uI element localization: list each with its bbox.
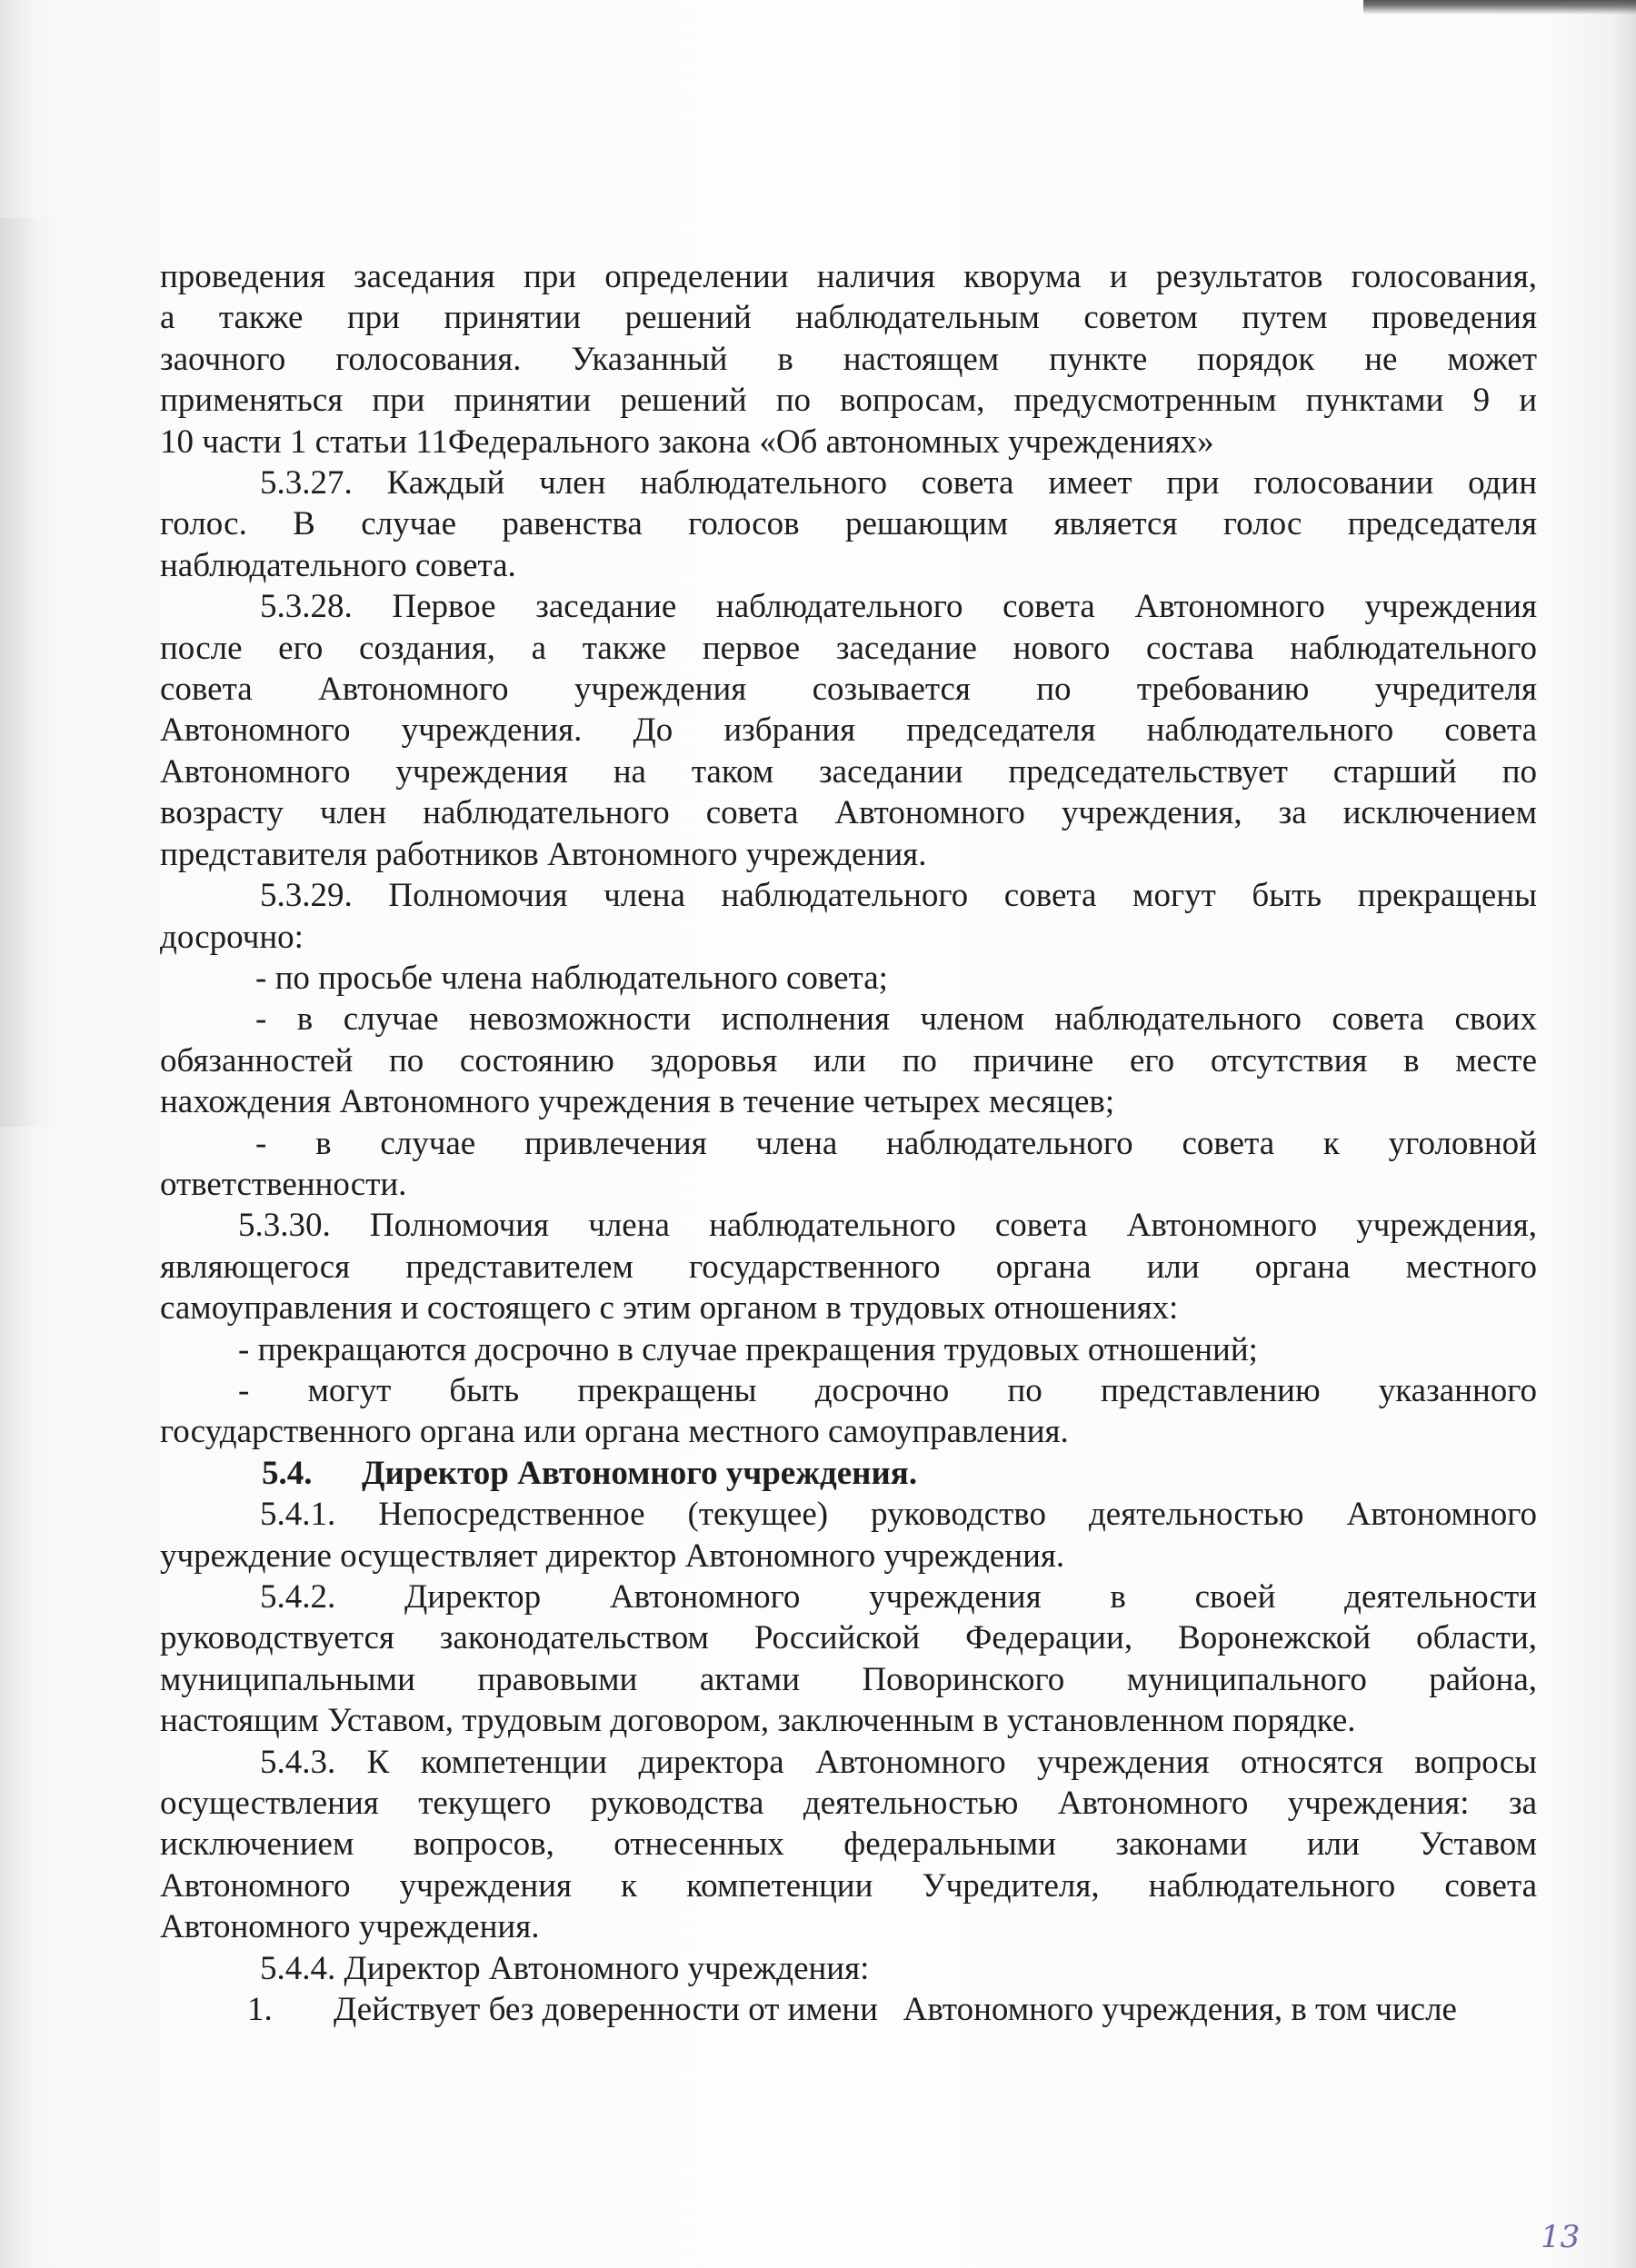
text-line: самоуправления и состоящего с этим органом в трудовых отношениях: [160, 1289, 1179, 1328]
text-line: заочного голосования. Указанный в настоящем пункте порядок не может [160, 340, 1537, 378]
paragraph-5-4-4 [160, 1948, 1537, 1989]
scan-shadow [0, 218, 55, 1127]
section-heading [160, 1453, 1537, 1494]
section-title: Директор Автономного учреждения. [362, 1454, 918, 1492]
text-line: 5.4.3. К компетенции директора Автономного учреждения относятся вопросы [260, 1743, 1537, 1781]
text-line: руководствуется законодательством Российской Федерации, Воронежской области, [160, 1619, 1537, 1657]
text-line: представителя работников Автономного учреждения. [160, 835, 927, 873]
list-dash-item: - по просьбе члена наблюдательного совета; [255, 959, 888, 997]
text-line: проведения заседания при определении наличия кворума и результатов голосования, [160, 258, 1537, 295]
text-line: 5.4.2. Директор Автономного учреждения в своей деятельности [260, 1578, 1537, 1616]
paragraph-5-3-30 [160, 1205, 1537, 1452]
list-number: 1. [247, 1991, 273, 2029]
text-line: являющегося представителем государственного органа или органа местного [160, 1248, 1537, 1286]
text-line: муниципальными правовыми актами Поворинского муниципального района, [160, 1660, 1537, 1698]
paragraph-continuation [160, 256, 1537, 463]
text-line: возрасту член наблюдательного совета Автономного учреждения, за исключением [160, 794, 1537, 832]
scan-edge [1363, 0, 1636, 15]
text-line: применяться при принятии решений по вопросам, предусмотренным пунктами 9 и [160, 382, 1537, 420]
list-item-text: Действует без доверенности от имени Автономного учреждения, в том числе [334, 1991, 1457, 2029]
text-line: осуществления текущего руководства деятельностью Автономного учреждения: за [160, 1785, 1537, 1823]
text-line: голос. В случае равенства голосов решающим является голос председателя [160, 505, 1537, 543]
text-line: Автономного учреждения. [160, 1908, 540, 1946]
text-line: Автономного учреждения к компетенции Учредителя, наблюдательного совета [160, 1866, 1537, 1905]
paragraph-5-3-27 [160, 463, 1537, 586]
paragraph-5-3-28 [160, 586, 1537, 875]
text-line: наблюдательного совета. [160, 546, 516, 584]
text-line: государственного органа или органа местного самоуправления. [160, 1413, 1069, 1451]
text-line: после его создания, а также первое заседание нового состава наблюдательного [160, 629, 1537, 667]
paragraph-5-4-3 [160, 1742, 1537, 1948]
section-number: 5.4. [262, 1454, 313, 1492]
paragraph-5-4-1 [160, 1494, 1537, 1577]
paragraph-5-3-29 [160, 875, 1537, 1205]
text-line: 5.4.4. Директор Автономного учреждения: [260, 1949, 870, 1987]
list-dash-item: - могут быть прекращены досрочно по представлению указанного [238, 1371, 1537, 1409]
text-line: учреждение осуществляет директор Автономного учреждения. [160, 1537, 1065, 1575]
list-dash-item: - прекращаются досрочно в случае прекращения трудовых отношений; [238, 1330, 1258, 1368]
text-line: досрочно: [160, 918, 304, 956]
text-line: исключением вопросов, отнесенных федеральными законами или Уставом [160, 1825, 1537, 1864]
text-line: настоящим Уставом, трудовым договором, заключенным в установленном порядке. [160, 1702, 1356, 1740]
text-line: 5.4.1. Непосредственное (текущее) руководство деятельностью Автономного [260, 1496, 1537, 1534]
text-line: ответственности. [160, 1165, 407, 1203]
text-line: 10 части 1 статьи 11Федерального закона «Об автономных учреждениях» [160, 423, 1214, 461]
text-line: Автономного учреждения на таком заседании председательствует старший по [160, 752, 1537, 791]
handwritten-page-number: 13 [1541, 2219, 1581, 2255]
text-line: а также при принятии решений наблюдательным советом путем проведения [160, 299, 1537, 337]
text-line: обязанностей по состоянию здоровья или по причине его отсутствия в месте [160, 1041, 1537, 1079]
text-line: 5.3.27. Каждый член наблюдательного совета имеет при голосовании один [260, 464, 1537, 502]
document-body [160, 256, 1537, 2030]
text-line: Автономного учреждения. До избрания председателя наблюдательного совета [160, 711, 1537, 750]
paragraph-5-4-2 [160, 1577, 1537, 1742]
text-line: 5.3.28. Первое заседание наблюдательного совета Автономного учреждения [260, 588, 1537, 626]
text-line: 5.3.30. Полномочия члена наблюдательного совета Автономного учреждения, [238, 1207, 1537, 1245]
text-line: нахождения Автономного учреждения в течение четырех месяцев; [160, 1083, 1115, 1121]
list-dash-item: - в случае невозможности исполнения членом наблюдательного совета своих [255, 1000, 1537, 1039]
list-dash-item: - в случае привлечения члена наблюдательного совета к уголовной [255, 1124, 1537, 1162]
text-line: 5.3.29. Полномочия члена наблюдательного совета могут быть прекращены [260, 877, 1537, 915]
numbered-list-item [160, 1989, 1537, 2030]
text-line: совета Автономного учреждения созывается по требованию учредителя [160, 671, 1537, 709]
